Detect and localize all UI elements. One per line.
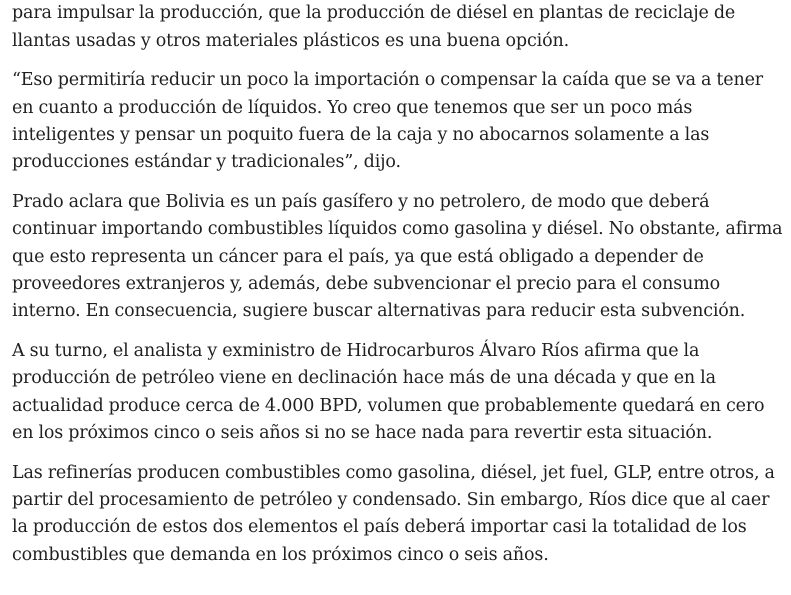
article-paragraph-rios: A su turno, el analista y exministro de Hidrocarburos Álvaro Ríos afirma que la producción de petróleo viene en declinación hace más de una década y que en la actualidad produce cerca de 4.000 BPD, volumen que probablemente quedará en cero en los próximos cinco o seis años si no se hace nada para revertir esta situación. <box>12 340 765 444</box>
article-paragraph-quote: “Eso permitiría reducir un poco la importación o compensar la caída que se va a tener en cuanto a producción de líquidos. Yo creo que tenemos que ser un poco más inteligentes y pensar un poquito fuera de la caja y no abocarnos solamente a las producciones estándar y tradicionales”, dijo. <box>12 70 764 173</box>
article-paragraph-refinerias: Las refinerías producen combustibles como gasolina, diésel, jet fuel, GLP, entre otros, a partir del procesamiento de petróleo y condensado. Sin embargo, Ríos dice que al caer la producción de estos dos elementos el país deberá importar casi la totalidad de los combustibles que demanda en los próximos cinco o seis años. <box>12 462 775 565</box>
article-body <box>12 0 784 581</box>
article-paragraph-prado: Prado aclara que Bolivia es un país gasífero y no petrolero, de modo que deberá continuar importando combustibles líquidos como gasolina y diésel. No obstante, afirma que esto representa un cáncer para el país, ya que está obligado a depender de proveedores extranjeros y, además, debe subvencionar el precio para el consumo interno. En consecuencia, sugiere buscar alternativas para reducir esta subvención. <box>12 191 783 322</box>
article-paragraph-partial: para impulsar la producción, que la producción de diésel en plantas de reciclaje de llantas usadas y otros materiales plásticos es una buena opción. <box>12 3 736 51</box>
